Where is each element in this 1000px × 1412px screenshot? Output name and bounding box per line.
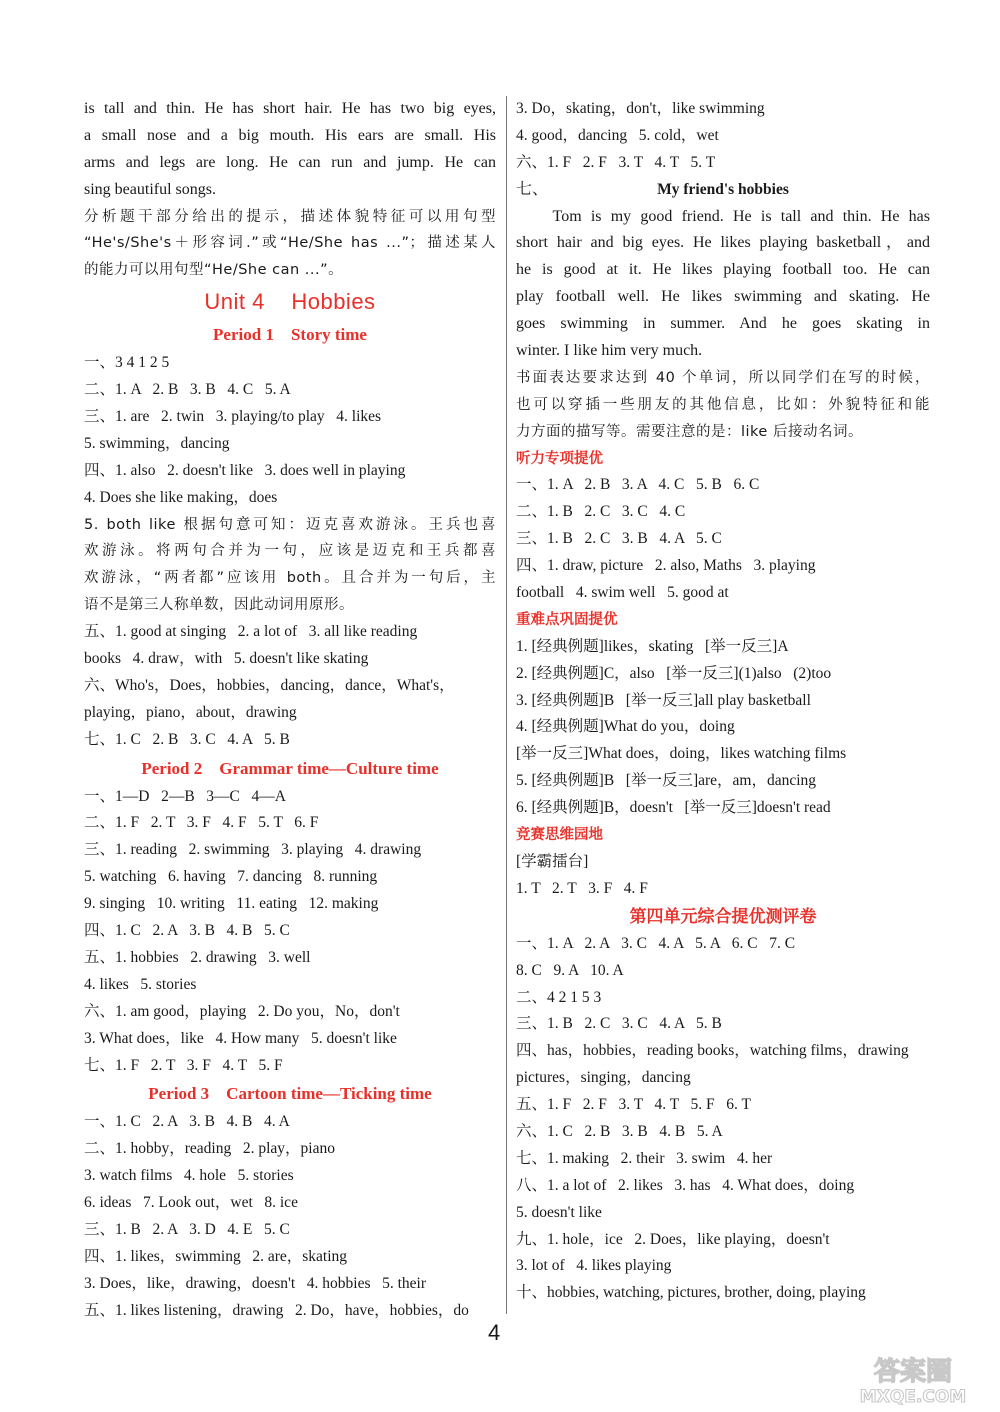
- note-line: 书面表达要求达到 40 个单词，所以同学们在写的时候，: [516, 369, 930, 386]
- answer-line: 一、1. A 2. B 3. A 4. C 5. B 6. C: [516, 476, 760, 494]
- answer-line: 三、1. B 2. A 3. D 4. E 5. C: [84, 1220, 290, 1238]
- essay-line: Tom is my good friend. He is tall and thin. He has: [516, 207, 930, 225]
- answer-line: 六、1. C 2. B 3. B 4. B 5. A: [516, 1122, 723, 1140]
- note-line: 分析题干部分给出的提示，描述体貌特征可以用句型: [84, 208, 496, 225]
- watermark-top-text: 答案圈: [873, 1357, 953, 1387]
- answer-line: 3. What does，like 4. How many 5. doesn't like: [84, 1029, 397, 1047]
- answer-line: 七、1. C 2. B 3. C 4. A 5. B: [84, 730, 290, 748]
- note-line: “He's/She's＋形容词.”或“He/She has ...”；描述某人: [84, 235, 496, 252]
- answer-line: 6. ideas 7. Look out，wet 8. ice: [84, 1194, 298, 1212]
- answer-line: 4. [经典例题]What do you，doing: [516, 718, 735, 736]
- answer-line: 三、1. B 2. C 3. C 4. A 5. B: [516, 1015, 722, 1033]
- answer-line: 八、1. a lot of 2. likes 3. has 4. What does，doing: [516, 1176, 855, 1194]
- note-line: 语不是第三人称单数，因此动词用原形。: [84, 597, 354, 614]
- answer-line: 四、has，hobbies，reading books，watching films，drawing: [516, 1042, 909, 1060]
- answer-line: 3. [经典例题]B [举一反三]all play basketball: [516, 691, 811, 709]
- answer-line: 四、1. C 2. A 3. B 4. B 5. C: [84, 922, 290, 940]
- answer-line: 5. [经典例题]B [举一反三]are，am，dancing: [516, 772, 817, 790]
- answer-line: [学霸擂台]: [516, 852, 589, 870]
- note-line: 的能力可以用句型“He/She can ...”。: [84, 262, 344, 279]
- answer-line: 5. doesn't like: [516, 1203, 602, 1221]
- period-2-title: Period 2 Grammar time—Culture time: [141, 758, 439, 778]
- answer-line: 二、1. A 2. B 3. B 4. C 5. A: [84, 381, 291, 399]
- answer-line: 2. [经典例题]C，also [举一反三](1)also (2)too: [516, 664, 832, 682]
- essay-heading: [516, 177, 930, 204]
- answer-line: 四、1. likes，swimming 2. are，skating: [84, 1247, 348, 1265]
- answer-line: 一、1. C 2. A 3. B 4. B 4. A: [84, 1113, 290, 1131]
- watermark-logo: [838, 1350, 988, 1406]
- note-line: 欢游泳。将两句合并为一句，应该是迈克和王兵都喜: [84, 543, 496, 560]
- answer-line: [举一反三]What does，doing，likes watching films: [516, 745, 847, 763]
- right-column: [516, 96, 930, 1307]
- answer-line: playing，piano，about，drawing: [84, 703, 297, 721]
- column-divider: [506, 96, 507, 1314]
- answer-line: 二、4 2 1 5 3: [516, 988, 602, 1006]
- essay-line: winter. I like him very much.: [516, 342, 703, 360]
- key-points-section-title: 重难点巩固提优: [516, 611, 618, 628]
- answer-line: pictures，singing，dancing: [516, 1069, 691, 1087]
- answer-line: 二、1. hobby，reading 2. play，piano: [84, 1140, 335, 1158]
- watermark-bottom-text: MXQE.COM: [859, 1387, 967, 1406]
- period-1-title: Period 1 Story time: [213, 325, 367, 345]
- essay-line: short hair and big eyes. He likes playing basketball，and: [516, 234, 930, 252]
- answer-line: 1. [经典例题]likes，skating [举一反三]A: [516, 637, 789, 655]
- note-line: 力方面的描写等。需要注意的是：like 后接动名词。: [516, 423, 863, 440]
- essay-title: My friend's hobbies: [657, 180, 789, 198]
- answer-line: 六、Who's，Does，hobbies，dancing，dance，What's，: [84, 676, 455, 694]
- answer-line: football 4. swim well 5. good at: [516, 584, 729, 602]
- answer-line: 七、1. F 2. T 3. F 4. T 5. F: [84, 1056, 283, 1074]
- intro-line: arms and legs are long. He can run and jump. He can: [84, 153, 496, 171]
- essay-line: goes swimming in summer. And he goes skating in: [516, 315, 930, 333]
- answer-line: 8. C 9. A 10. A: [516, 961, 624, 979]
- answer-line: 五、1. F 2. F 3. T 4. T 5. F 6. T: [516, 1096, 751, 1114]
- answer-line: 五、1. likes listening，drawing 2. Do，have，hobbies，do: [84, 1301, 469, 1319]
- answer-line: 一、1—D 2—B 3—C 4—A: [84, 787, 286, 805]
- left-column: [84, 96, 496, 1325]
- period-3-title: Period 3 Cartoon time—Ticking time: [148, 1084, 432, 1104]
- essay-label: 七、: [516, 180, 549, 198]
- answer-line: 3. Does，like，drawing，doesn't 4. hobbies 5. their: [84, 1274, 427, 1292]
- answer-line: 九、1. hole，ice 2. Does，like playing，doesn't: [516, 1230, 830, 1248]
- answer-line: 七、1. making 2. their 3. swim 4. her: [516, 1149, 773, 1167]
- answer-line: 4. likes 5. stories: [84, 975, 197, 993]
- essay-line: play football well. He likes swimming and skating. He: [516, 288, 930, 306]
- answer-line: 六、1. F 2. F 3. T 4. T 5. T: [516, 153, 716, 171]
- unit-title: Unit 4 Hobbies: [204, 289, 376, 315]
- answer-line: 六、1. am good，playing 2. Do you，No，don't: [84, 1002, 400, 1020]
- answer-line: 三、1. are 2. twin 3. playing/to play 4. likes: [84, 408, 382, 426]
- contest-section-title: 竞赛思维园地: [516, 827, 603, 844]
- essay-line: he is good at it. He likes playing football too. He can: [516, 261, 930, 279]
- answer-line: 二、1. B 2. C 3. C 4. C: [516, 503, 686, 521]
- note-line: 欢游泳，“两者都”应该用 both。且合并为一句后，主: [84, 570, 496, 587]
- listening-section-title: 听力专项提优: [516, 450, 603, 467]
- answer-line: books 4. draw，with 5. doesn't like skating: [84, 650, 369, 668]
- answer-line: 二、1. F 2. T 3. F 4. F 5. T 6. F: [84, 814, 319, 832]
- page-number: 4: [488, 1320, 501, 1345]
- intro-line: sing beautiful songs.: [84, 180, 216, 198]
- answer-line: 4. good，dancing 5. cold，wet: [516, 126, 719, 144]
- answer-line: 五、1. hobbies 2. drawing 3. well: [84, 948, 311, 966]
- intro-line: a small nose and a big mouth. His ears are small. His: [84, 126, 496, 144]
- answer-line: 五、1. good at singing 2. a lot of 3. all like reading: [84, 623, 418, 641]
- answer-line: 9. singing 10. writing 11. eating 12. making: [84, 895, 379, 913]
- note-line: 也可以穿插一些朋友的其他信息，比如：外貌特征和能: [516, 396, 930, 413]
- note-line: 5. both like 根据句意可知：迈克喜欢游泳。王兵也喜: [84, 516, 496, 533]
- answer-line: 一、1. A 2. A 3. C 4. A 5. A 6. C 7. C: [516, 934, 796, 952]
- answer-line: 3. lot of 4. likes playing: [516, 1257, 672, 1275]
- answer-line: 1. T 2. T 3. F 4. F: [516, 879, 648, 897]
- answer-line: 三、1. B 2. C 3. B 4. A 5. C: [516, 530, 722, 548]
- unit-test-title: 第四单元综合提优测评卷: [629, 906, 817, 927]
- answer-line: 5. swimming，dancing: [84, 434, 230, 452]
- answer-line: 6. [经典例题]B，doesn't [举一反三]doesn't read: [516, 799, 831, 817]
- answer-line: 3. watch films 4. hole 5. stories: [84, 1167, 294, 1185]
- answer-line: 四、1. draw, picture 2. also, Maths 3. playing: [516, 557, 816, 575]
- answer-line: 一、3 4 1 2 5: [84, 354, 170, 372]
- answer-line: 四、1. also 2. doesn't like 3. does well in playing: [84, 461, 406, 479]
- answer-line: 4. Does she like making，does: [84, 488, 278, 506]
- answer-line: 三、1. reading 2. swimming 3. playing 4. drawing: [84, 841, 422, 859]
- answer-line: 3. Do，skating，don't，like swimming: [516, 100, 765, 117]
- intro-line: is tall and thin. He has short hair. He has two big eyes,: [84, 100, 496, 117]
- answer-line: 5. watching 6. having 7. dancing 8. running: [84, 868, 378, 886]
- answer-line: 十、hobbies, watching, pictures, brother, doing, playing: [516, 1284, 866, 1302]
